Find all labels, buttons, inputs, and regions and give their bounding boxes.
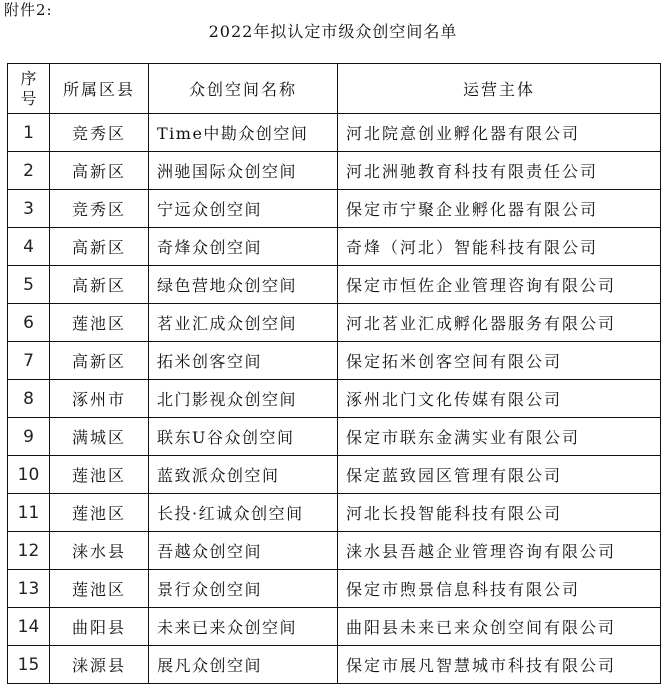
operator-cell: 涿州北门文化传媒有限公司 xyxy=(338,380,661,418)
table-row xyxy=(8,342,661,380)
district-cell: 高新区 xyxy=(50,266,149,304)
seq-cell: 14 xyxy=(8,608,50,646)
operator-cell: 保定拓米创客空间有限公司 xyxy=(338,342,661,380)
district-cell: 涞水县 xyxy=(50,532,149,570)
operator-cell: 保定市恒佐企业管理咨询有限公司 xyxy=(338,266,661,304)
space-name-cell: 未来已来众创空间 xyxy=(149,608,338,646)
operator-cell: 河北院意创业孵化器有限公司 xyxy=(338,114,661,152)
seq-cell: 10 xyxy=(8,456,50,494)
table-row xyxy=(8,228,661,266)
space-name-cell: 吾越众创空间 xyxy=(149,532,338,570)
header-seq xyxy=(8,64,50,114)
operator-cell: 保定市宁聚企业孵化器有限公司 xyxy=(338,190,661,228)
district-cell: 高新区 xyxy=(50,152,149,190)
district-cell: 莲池区 xyxy=(50,304,149,342)
operator-cell: 奇烽（河北）智能科技有限公司 xyxy=(338,228,661,266)
district-cell: 莲池区 xyxy=(50,570,149,608)
seq-cell: 7 xyxy=(8,342,50,380)
space-name-cell: Time中勘众创空间 xyxy=(149,114,338,152)
operator-cell: 河北洲驰教育科技有限责任公司 xyxy=(338,152,661,190)
space-name-cell: 拓米创客空间 xyxy=(149,342,338,380)
space-name-cell: 长投·红诚众创空间 xyxy=(149,494,338,532)
table-row xyxy=(8,646,661,684)
table-row xyxy=(8,152,661,190)
table-row xyxy=(8,570,661,608)
operator-cell: 保定市联东金满实业有限公司 xyxy=(338,418,661,456)
operator-cell: 河北茗业汇成孵化器服务有限公司 xyxy=(338,304,661,342)
space-name-cell: 绿色营地众创空间 xyxy=(149,266,338,304)
table-row xyxy=(8,456,661,494)
space-name-cell: 奇烽众创空间 xyxy=(149,228,338,266)
space-name-cell: 洲驰国际众创空间 xyxy=(149,152,338,190)
operator-cell: 曲阳县未来已来众创空间有限公司 xyxy=(338,608,661,646)
seq-cell: 8 xyxy=(8,380,50,418)
table-row xyxy=(8,380,661,418)
table-row xyxy=(8,266,661,304)
incubator-list-table xyxy=(7,63,661,684)
space-name-cell: 蓝致派众创空间 xyxy=(149,456,338,494)
district-cell: 涿州市 xyxy=(50,380,149,418)
district-cell: 高新区 xyxy=(50,228,149,266)
header-operator: 运营主体 xyxy=(338,64,661,114)
space-name-cell: 景行众创空间 xyxy=(149,570,338,608)
district-cell: 竞秀区 xyxy=(50,190,149,228)
document-title: 2022年拟认定市级众创空间名单 xyxy=(208,22,458,41)
space-name-cell: 展凡众创空间 xyxy=(149,646,338,684)
space-name-cell: 茗业汇成众创空间 xyxy=(149,304,338,342)
table-row xyxy=(8,608,661,646)
seq-cell: 4 xyxy=(8,228,50,266)
seq-cell: 5 xyxy=(8,266,50,304)
space-name-cell: 联东U谷众创空间 xyxy=(149,418,338,456)
district-cell: 涞源县 xyxy=(50,646,149,684)
space-name-cell: 北门影视众创空间 xyxy=(149,380,338,418)
district-cell: 莲池区 xyxy=(50,494,149,532)
seq-cell: 3 xyxy=(8,190,50,228)
district-cell: 曲阳县 xyxy=(50,608,149,646)
seq-cell: 12 xyxy=(8,532,50,570)
district-cell: 莲池区 xyxy=(50,456,149,494)
seq-cell: 11 xyxy=(8,494,50,532)
table-row xyxy=(8,114,661,152)
table-row xyxy=(8,418,661,456)
seq-cell: 13 xyxy=(8,570,50,608)
operator-cell: 保定蓝致园区管理有限公司 xyxy=(338,456,661,494)
operator-cell: 保定市展凡智慧城市科技有限公司 xyxy=(338,646,661,684)
header-seq-label: 序号 xyxy=(20,68,37,108)
district-cell: 竞秀区 xyxy=(50,114,149,152)
seq-cell: 1 xyxy=(8,114,50,152)
seq-cell: 9 xyxy=(8,418,50,456)
table-row xyxy=(8,304,661,342)
header-district: 所属区县 xyxy=(50,64,149,114)
district-cell: 高新区 xyxy=(50,342,149,380)
table-row xyxy=(8,494,661,532)
space-name-cell: 宁远众创空间 xyxy=(149,190,338,228)
district-cell: 满城区 xyxy=(50,418,149,456)
attachment-label: 附件2: xyxy=(4,1,53,19)
seq-cell: 6 xyxy=(8,304,50,342)
table-row xyxy=(8,532,661,570)
table-header-row xyxy=(8,64,661,114)
table-row xyxy=(8,190,661,228)
operator-cell: 涞水县吾越企业管理咨询有限公司 xyxy=(338,532,661,570)
seq-cell: 15 xyxy=(8,646,50,684)
operator-cell: 保定市煦景信息科技有限公司 xyxy=(338,570,661,608)
header-name: 众创空间名称 xyxy=(149,64,338,114)
seq-cell: 2 xyxy=(8,152,50,190)
operator-cell: 河北长投智能科技有限公司 xyxy=(338,494,661,532)
